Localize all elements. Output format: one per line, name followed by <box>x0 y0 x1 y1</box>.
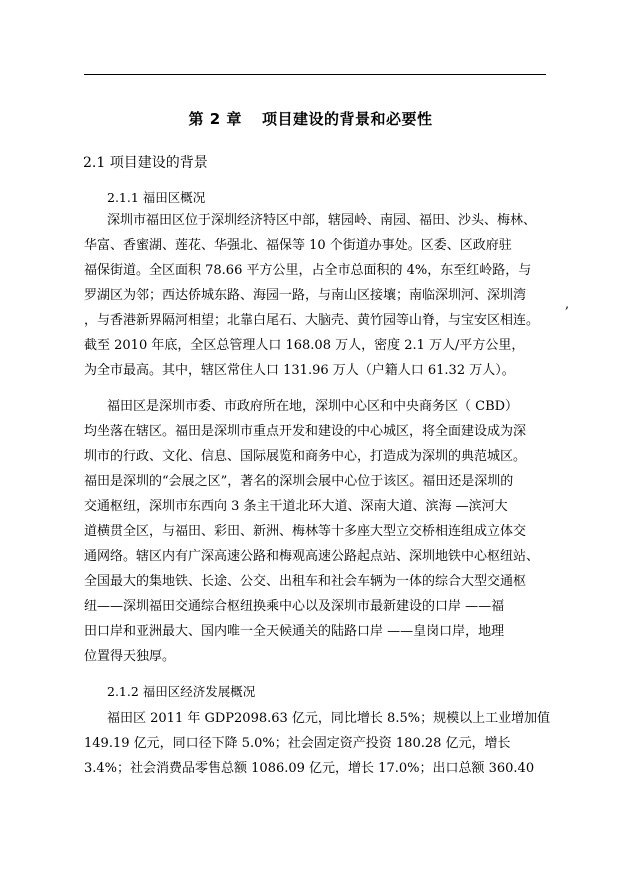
paragraph-line: 交通枢纽，深圳市东西向 3 条主干道北环大道、深南大道、滨海 —滨河大 <box>84 499 508 514</box>
chapter-title-text: 项目建设的背景和必要性 <box>261 110 433 128</box>
paragraph-line: 深圳市福田区位于深圳经济特区中部，辖园岭、南园、福田、沙头、梅林、 <box>107 213 537 228</box>
paragraph-line: 通网络。辖区内有广深高速公路和梅观高速公路起点站、深圳地铁中心枢纽站、 <box>84 549 540 564</box>
section-heading-2-1: 2.1 项目建设的背景 <box>83 155 208 171</box>
section-heading-2-1-1: 2.1.1 福田区概况 <box>107 190 206 205</box>
paragraph-line: 纽——深圳福田交通综合枢纽换乘中心以及深圳市最新建设的口岸 ——福 <box>84 599 505 614</box>
paragraph-line: 为全市最高。其中，辖区常住人口 131.96 万人（户籍人口 61.32 万人）。 <box>84 363 515 378</box>
paragraph-line: 全国最大的集地铁、长途、公交、出租车和社会车辆为一体的综合大型交通枢 <box>84 574 527 589</box>
paragraph-line: 3.4%；社会消费品零售总额 1086.09 亿元，增长 17.0%；出口总额 360.40 <box>84 761 535 776</box>
chapter-title <box>0 108 621 129</box>
paragraph-line: 福保街道。全区面积 78.66 平方公里，占全市总面积的 4%，东至红岭路，与 <box>84 263 532 278</box>
header-rule <box>84 74 546 75</box>
paragraph-line: 道横贯全区，与福田、彩田、新洲、梅林等十多座大型立交桥相连组成立体交 <box>84 524 527 539</box>
paragraph-line: 福田区是深圳市委、市政府所在地，深圳中心区和中央商务区（ CBD） <box>107 399 519 414</box>
section-heading-2-1-2: 2.1.2 福田区经济发展概况 <box>107 684 256 699</box>
paragraph-line: 福田是深圳的“会展之区”，著名的深圳会展中心位于该区。福田还是深圳的 <box>84 474 514 489</box>
paragraph-line: 位置得天独厚。 <box>84 649 176 664</box>
paragraph-line: 罗湖区为邻；西达侨城东路、海园一路，与南山区接壤；南临深圳河、深圳湾 <box>84 288 527 303</box>
paragraph-line: 圳市的行政、文化、信息、国际展览和商务中心，打造成为深圳的典范城区。 <box>84 449 527 464</box>
paragraph-line: 均坐落在辖区。福田是深圳市重点开发和建设的中心城区，将全面建设成为深 <box>84 424 527 439</box>
paragraph-line: 田口岸和亚洲最大、国内唯一全天候通关的陆路口岸 ——皇岗口岸，地理 <box>84 624 505 639</box>
paragraph-line: 福田区 2011 年 GDP2098.63 亿元，同比增长 8.5%；规模以上工业增加值 <box>107 711 551 726</box>
paragraph-line: 149.19 亿元，同口径下降 5.0%；社会固定资产投资 180.28 亿元，增长 <box>84 736 511 751</box>
paragraph-line: 截至 2010 年底，全区总管理人口 168.08 万人，密度 2.1 万人/平方公里， <box>84 338 525 353</box>
chapter-number: 第 2 章 <box>188 110 242 128</box>
stray-comma: , <box>565 297 570 312</box>
paragraph-line: 华富、香蜜湖、莲花、华强北、福保等 10 个街道办事处。区委、区政府驻 <box>84 238 512 253</box>
paragraph-line: ，与香港新界隔河相望；北靠白尾石、大脑壳、黄竹园等山脊，与宝安区相连。 <box>84 313 540 328</box>
